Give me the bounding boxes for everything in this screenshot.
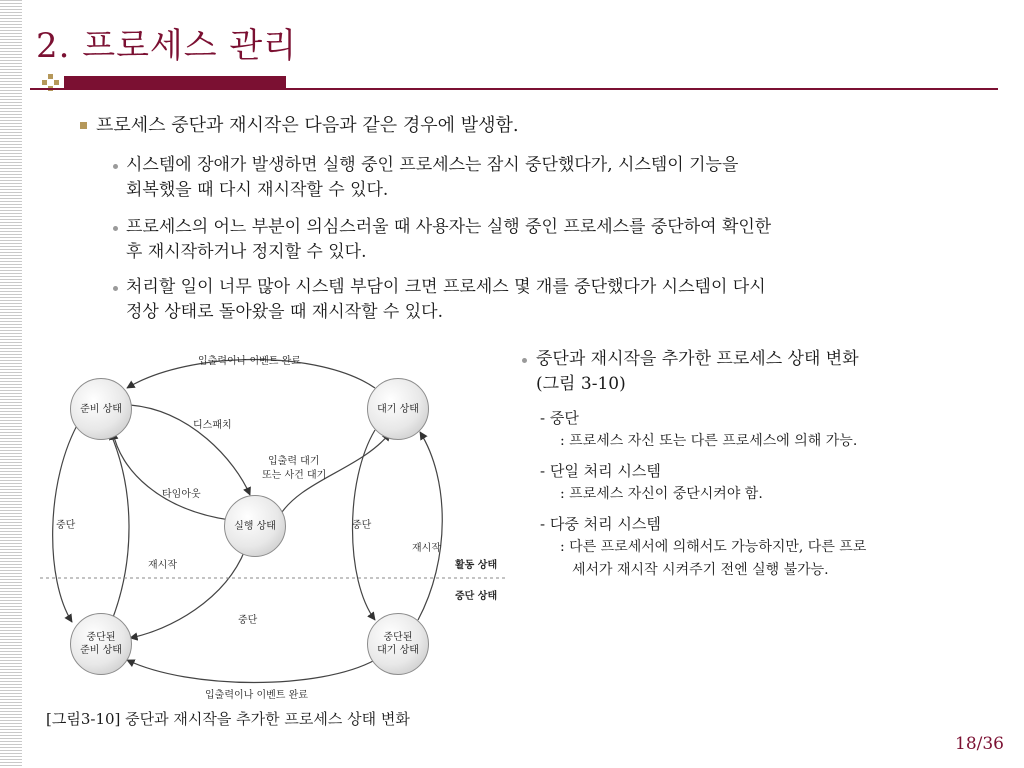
suspended-wait-line2: 대기 상태 [377, 645, 419, 656]
right-item-3-desc1: : 다른 프로세서에 의해서도 가능하지만, 다른 프로 [560, 539, 867, 555]
suspended-ready-line2: 준비 상태 [80, 645, 122, 656]
figure-caption: [그림3-10] 중단과 재시작을 추가한 프로세스 상태 변화 [46, 710, 410, 728]
io-wait-label-line1: 입출력 대기 [268, 456, 320, 467]
wait-state-node: 대기 상태 [367, 378, 429, 440]
suspend-left-label: 중단 [56, 520, 76, 531]
sub-bullet-3-line1: 처리할 일이 너무 많아 시스템 부담이 크면 프로세스 몇 개를 중단했다가 시스템이 다시 [126, 277, 766, 297]
right-bullet-line2: (그림 3-10) [536, 374, 626, 394]
page-number: 18/36 [955, 734, 1004, 754]
io-wait-label-line2: 또는 사건 대기 [262, 470, 327, 481]
right-bullet-line1: 중단과 재시작을 추가한 프로세스 상태 변화 [536, 349, 859, 369]
sub-bullet-3-line2: 정상 상태로 돌아왔을 때 재시작할 수 있다. [126, 302, 444, 322]
right-item-2-desc: : 프로세스 자신이 중단시켜야 함. [560, 486, 763, 502]
io-complete-top-label: 입출력이나 이벤트 완료 [198, 356, 301, 367]
active-state-label: 활동 상태 [455, 560, 498, 571]
run-state-node: 실행 상태 [224, 495, 286, 557]
resume-right-label: 재시작 [412, 543, 441, 554]
suspended-wait-line1: 중단된 [383, 632, 413, 643]
right-item-3-head: - 다중 처리 시스템 [540, 515, 661, 533]
sub-bullet-2-line2: 후 재시작하거나 정지할 수 있다. [126, 242, 367, 262]
sub-bullet-1-line1: 시스템에 장애가 발생하면 실행 중인 프로세스는 잠시 중단했다가, 시스템이 기능을 [126, 155, 739, 175]
suspended-state-label: 중단 상태 [455, 591, 498, 602]
right-item-1-desc: : 프로세스 자신 또는 다른 프로세스에 의해 가능. [560, 433, 858, 449]
ready-state-node: 준비 상태 [70, 378, 132, 440]
resume-left-label: 재시작 [148, 560, 177, 571]
suspended-ready-line1: 중단된 [86, 632, 116, 643]
suspend-right-label: 중단 [352, 520, 372, 531]
timeout-label: 타임아웃 [162, 489, 201, 500]
slide-title: 2. 프로세스 관리 [36, 26, 298, 66]
right-item-2-head: - 단일 처리 시스템 [540, 462, 661, 480]
suspended-ready-node [70, 613, 132, 675]
suspended-wait-node [367, 613, 429, 675]
io-complete-bottom-label: 입출력이나 이벤트 완료 [205, 690, 308, 701]
right-item-1-head: - 중단 [540, 409, 579, 427]
suspend-bottom-label: 중단 [238, 615, 258, 626]
sub-bullet-2-line1: 프로세스의 어느 부분이 의심스러울 때 사용자는 실행 중인 프로세스를 중단하여 확인한 [126, 217, 772, 237]
right-item-3-desc2: 세서가 재시작 시켜주기 전엔 실행 불가능. [572, 562, 829, 578]
sub-bullet-1-line2: 회복했을 때 다시 재시작할 수 있다. [126, 180, 389, 200]
main-bullet-text: 프로세스 중단과 재시작은 다음과 같은 경우에 발생함. [96, 115, 519, 136]
dispatch-label: 디스패치 [193, 420, 232, 431]
